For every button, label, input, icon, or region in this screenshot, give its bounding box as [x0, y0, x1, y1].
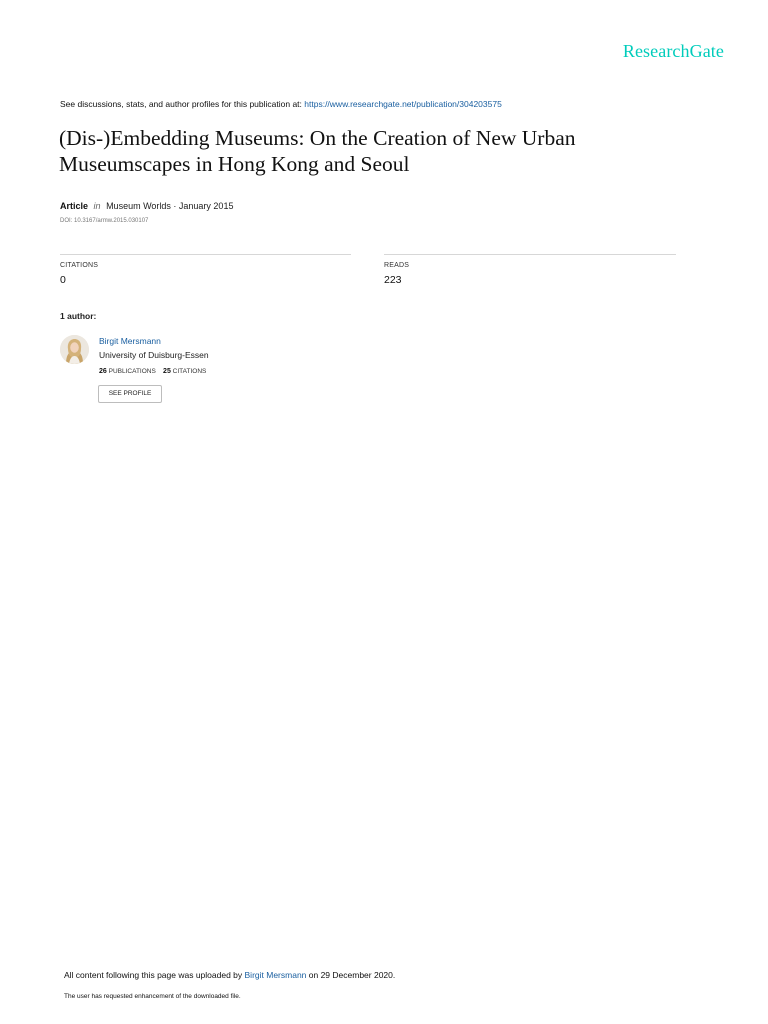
citations-label: CITATIONS — [60, 262, 99, 269]
reads-label: READS — [384, 262, 410, 269]
publication-meta — [60, 201, 233, 211]
author-stats — [99, 368, 206, 375]
see-profile-button[interactable]: SEE PROFILE — [98, 385, 162, 403]
citations-value: 0 — [60, 274, 66, 286]
authors-heading: 1 author: — [60, 311, 97, 321]
publication-url-link[interactable]: https://www.researchgate.net/publication/304203575 — [304, 99, 502, 109]
author-avatar[interactable] — [60, 335, 89, 364]
author-citations-count: 25 — [163, 368, 171, 375]
intro-text: See discussions, stats, and author profiles for this publication at: — [60, 99, 305, 109]
in-word: in — [93, 201, 101, 211]
publication-intro-line — [60, 99, 502, 109]
author-institution: University of Duisburg-Essen — [99, 350, 209, 360]
enhancement-note: The user has requested enhancement of the downloaded file. — [64, 993, 241, 1000]
journal-date: Museum Worlds · January 2015 — [106, 201, 234, 211]
author-publications-count: 26 — [99, 368, 107, 375]
researchgate-logo[interactable]: ResearchGate — [622, 41, 724, 61]
upload-note — [64, 970, 395, 980]
author-name-link[interactable]: Birgit Mersmann — [99, 336, 161, 346]
uploader-link[interactable]: Birgit Mersmann — [244, 970, 307, 980]
reads-divider — [384, 254, 676, 255]
reads-value: 223 — [384, 274, 402, 286]
author-citations-label: CITATIONS — [172, 368, 207, 375]
upload-prefix: All content following this page was uploaded by — [64, 970, 245, 980]
publication-type: Article — [60, 201, 89, 211]
author-publications-label: PUBLICATIONS — [108, 368, 156, 375]
doi: DOI: 10.3167/armw.2015.030107 — [60, 218, 149, 224]
author-photo-icon — [60, 335, 89, 364]
title-line-2: Museumscapes in Hong Kong and Seoul — [59, 152, 410, 176]
citations-divider — [60, 254, 351, 255]
publication-title — [59, 125, 699, 177]
upload-suffix: on 29 December 2020. — [306, 970, 396, 980]
title-line-1: (Dis-)Embedding Museums: On the Creation of New Urban — [59, 126, 576, 150]
